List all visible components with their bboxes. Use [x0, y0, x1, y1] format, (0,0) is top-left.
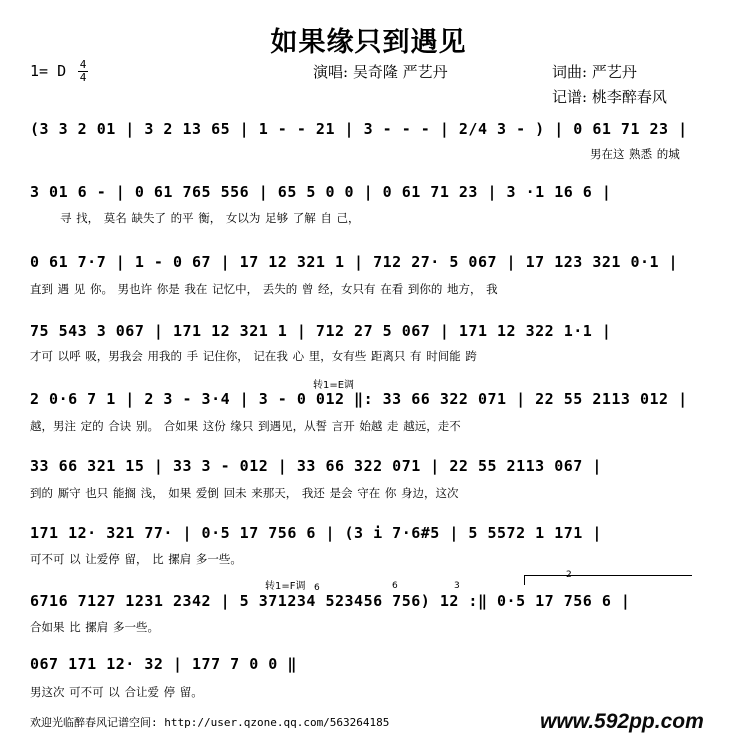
page-title: 如果缘只到遇见 [270, 27, 467, 58]
time-signature [78, 60, 88, 83]
staff-row: 171 12· 321 77· | 0·5 17 756 6 | (3 i 7·6#5 | 5 5572 1 171 | [30, 524, 602, 542]
key-signature: 1= D [30, 62, 67, 80]
staff-row: 33 66 321 15 | 33 3 - 012 | 33 66 322 071 | 22 55 2113 067 | [30, 457, 602, 475]
staff-row: 2 0·6 7 1 | 2 3 - 3·4 | 3 - 0 012 ‖: 33 66 322 071 | 22 55 2113 012 | [30, 390, 688, 408]
time-signature-top: 4 [79, 58, 87, 71]
staff-row: 067 171 12· 32 | 177 7 0 0 ‖ [30, 655, 297, 673]
lyric-row: 男这次 可不可 以 合让爱 停 留。 [30, 685, 203, 699]
staff-row: 0 61 7·7 | 1 - 0 67 | 17 12 321 1 | 712 27· 5 067 | 17 123 321 0·1 | [30, 253, 679, 271]
lyric-row: 直到 遇 见 你。 男也许 你是 我在 记忆中， 丢失的 曾 经，女只有 在看 到你的 地方， 我 [30, 282, 498, 296]
tuplet-number: 6 [314, 583, 320, 593]
footer-welcome: 欢迎光临醉春风记谱空间: http://user.qzone.qq.com/563264185 [30, 716, 390, 729]
site-logo: www.592pp.com [540, 710, 704, 733]
composer: 词曲: 严艺丹 [552, 63, 637, 81]
staff-row: 3 01 6 - | 0 61 765 556 | 65 5 0 0 | 0 61 71 23 | 3 ·1 16 6 | [30, 183, 612, 201]
volta-bracket [524, 575, 692, 576]
singers: 演唱: 吴奇隆 严艺丹 [313, 63, 448, 81]
lyric-row: 越，男注 定的 合诀 别。 合如果 这份 缘只 到遇见，从誓 言开 始越 走 越远，走不 [30, 419, 461, 433]
tuplet-number: 3 [454, 581, 460, 591]
transcriber: 记谱: 桃李醉春风 [552, 88, 667, 106]
staff-row: 6716 7127 1231 2342 | 5 371234 523456 756) 12 :‖ 0·5 17 756 6 | [30, 592, 631, 610]
volta-bracket-end [524, 575, 525, 585]
staff-row: (3 3 2 01 | 3 2 13 65 | 1 - - 21 | 3 - - - | 2/4 3 - ) | 0 61 71 23 | [30, 120, 688, 138]
lyric-row: 才可 以呼 吸，男我会 用我的 手 记住你， 记在我 心 里，女有些 距离只 有 时间能 跨 [30, 349, 477, 363]
lyric-row: 合如果 比 摞肩 多一些。 [30, 620, 159, 634]
tuplet-number: 6 [392, 581, 398, 591]
key-change-label: 转1=F调 [265, 581, 306, 592]
lyric-row: 男在这 熟悉 的城 [590, 147, 680, 161]
time-signature-bottom: 4 [79, 71, 87, 84]
lyric-row: 寻 找， 莫名 缺失了 的平 衡， 女以为 足够 了解 自 己， [60, 211, 360, 225]
key-change-label: 转1=E调 [313, 380, 355, 391]
lyric-row: 可不可 以 让爱停 留， 比 摞肩 多一些。 [30, 552, 242, 566]
staff-row: 75 543 3 067 | 171 12 321 1 | 712 27 5 067 | 171 12 322 1·1 | [30, 322, 612, 340]
lyric-row: 到的 厮守 也只 能搁 浅， 如果 爱倒 回未 来那天， 我还 是会 守在 你 身边，这次 [30, 486, 459, 500]
